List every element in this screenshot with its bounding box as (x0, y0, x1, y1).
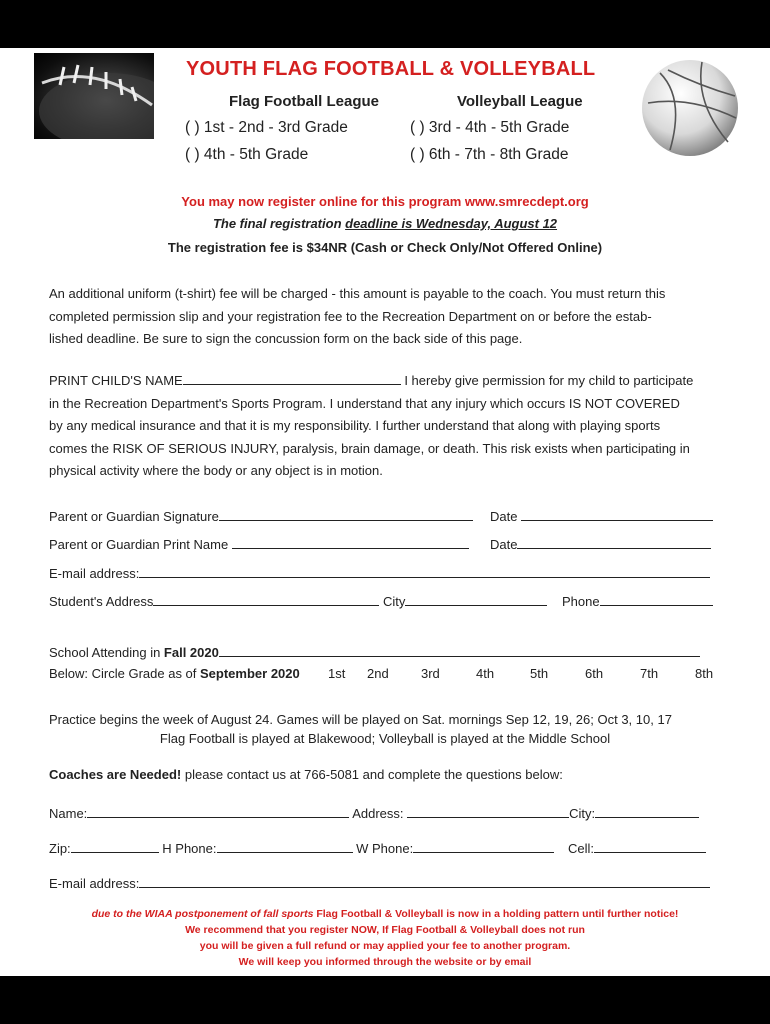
notice-line-2: We recommend that you register NOW, If Flag Football & Volleyball does not run (185, 924, 585, 936)
football-image (34, 53, 154, 139)
permission-paragraph (49, 370, 693, 483)
permission-line: by any medical insurance and that it is my responsibility. I further understand that along with playing sports (49, 418, 661, 433)
email-label: E-mail address: (49, 566, 140, 581)
parent-signature-row (49, 507, 473, 524)
deadline-notice (0, 216, 770, 231)
coach-address-label: Address: (349, 806, 408, 821)
student-address-label: Student's Address (49, 594, 154, 609)
coach-wphone-field[interactable] (413, 839, 554, 853)
top-black-bar (0, 0, 770, 48)
permission-line: comes the RISK OF SERIOUS INJURY, paralysis, brain damage, or death. This risk exists when participating in (49, 440, 690, 456)
parent-email-row (49, 564, 710, 581)
uniform-paragraph (49, 283, 665, 351)
uniform-line: lished deadline. Be sure to sign the concussion form on the back side of this page. (49, 331, 523, 346)
uniform-line: completed permission slip and your registration fee to the Recreation Department on or before the estab- (49, 308, 652, 324)
coach-wphone-label: W Phone: (352, 841, 414, 856)
child-name-field[interactable] (183, 371, 401, 385)
grade-2nd[interactable]: 2nd (367, 666, 389, 681)
practice-line-2: Flag Football is played at Blakewood; Volleyball is played at the Middle School (159, 731, 611, 746)
date-row-1 (490, 507, 713, 524)
coach-cell-row (568, 839, 706, 856)
student-address-field[interactable] (153, 592, 379, 606)
notice-rest: Flag Football & Volleyball is now in a holding pattern until further notice! (313, 908, 679, 920)
volleyball-league-heading: Volleyball League (457, 93, 583, 110)
page-title: YOUTH FLAG FOOTBALL & VOLLEYBALL (186, 58, 596, 80)
volleyball-option-1[interactable]: ( ) 3rd - 4th - 5th Grade (410, 119, 570, 136)
deadline-text: deadline is Wednesday, August 12 (345, 216, 558, 231)
volleyball-image (640, 58, 740, 158)
notice-line-1 (0, 908, 770, 920)
parent-signature-field[interactable] (219, 507, 473, 521)
parent-print-row (49, 535, 469, 552)
notice-italic: due to the WIAA postponement of fall sports (91, 908, 314, 920)
school-row (49, 643, 700, 660)
child-name-label: PRINT CHILD'S NAME (49, 373, 183, 388)
coach-hphone-label: H Phone: (158, 841, 217, 856)
coach-address-field[interactable] (407, 804, 569, 818)
school-year: Fall 2020 (163, 645, 219, 660)
email-field[interactable] (139, 564, 710, 578)
coach-name-label: Name: (49, 806, 88, 821)
coaches-row (49, 767, 563, 782)
coach-name-field[interactable] (87, 804, 349, 818)
deadline-prefix: The final registration (212, 216, 346, 231)
grade-row-label (49, 666, 300, 681)
uniform-line: An additional uniform (t-shirt) fee will be charged - this amount is payable to the coach. You must return this (49, 286, 666, 301)
football-option-2[interactable]: ( ) 4th - 5th Grade (185, 146, 309, 163)
permission-line: physical activity where the body or any object is in motion. (49, 463, 383, 478)
grade-6th[interactable]: 6th (585, 666, 604, 681)
coach-city-field[interactable] (595, 804, 699, 818)
coach-hphone-field[interactable] (217, 839, 353, 853)
grade-3rd[interactable]: 3rd (421, 666, 440, 681)
phone-label: Phone (562, 594, 600, 609)
city-field[interactable] (405, 592, 547, 606)
registration-fee: The registration fee is $34NR (Cash or Check Only/Not Offered Online) (167, 240, 603, 255)
notice-line-3: you will be given a full refund or may applied your fee to another program. (199, 940, 571, 952)
parent-signature-label: Parent or Guardian Signature (49, 509, 219, 524)
grade-7th[interactable]: 7th (640, 666, 659, 681)
coach-city-label: City: (569, 806, 596, 821)
permission-suffix: I hereby give permission for my child to participate (400, 373, 694, 388)
student-address-row (49, 592, 547, 609)
date-row-2 (490, 535, 711, 552)
football-option-1[interactable]: ( ) 1st - 2nd - 3rd Grade (185, 119, 348, 136)
notice-line-4: We will keep you informed through the website or by email (238, 956, 532, 968)
city-label: City (379, 594, 406, 609)
grade-date: September 2020 (200, 666, 300, 681)
grade-4th[interactable]: 4th (476, 666, 495, 681)
football-league-heading: Flag Football League (229, 93, 380, 110)
coach-email-label: E-mail address: (49, 876, 140, 891)
phone-field[interactable] (600, 592, 713, 606)
coach-name-row (49, 804, 699, 821)
coach-cell-field[interactable] (594, 839, 706, 853)
coach-zip-field[interactable] (71, 839, 159, 853)
practice-line-1: Practice begins the week of August 24. Games will be played on Sat. mornings Sep 12, 19, 26; Oct 3, 10, 17 (49, 712, 672, 727)
date-field[interactable] (521, 507, 713, 521)
date-label: Date (490, 537, 518, 552)
school-label: School Attending in (49, 645, 164, 660)
grade-8th[interactable]: 8th (695, 666, 714, 681)
coach-cell-label: Cell: (568, 841, 595, 856)
coach-email-field[interactable] (139, 874, 710, 888)
grade-5th[interactable]: 5th (530, 666, 549, 681)
online-registration-notice: You may now register online for this program www.smrecdept.org (181, 194, 589, 209)
child-name-row (49, 370, 693, 393)
parent-print-field[interactable] (232, 535, 469, 549)
coach-email-row (49, 874, 710, 891)
coaches-heading: Coaches are Needed! (49, 767, 182, 782)
grade-1st[interactable]: 1st (328, 666, 346, 681)
coaches-text: please contact us at 766-5081 and complete the questions below: (181, 767, 563, 782)
school-field[interactable] (219, 643, 700, 657)
grade-label: Below: Circle Grade as of (49, 666, 201, 681)
permission-line: in the Recreation Department's Sports Program. I understand that any injury which occurs IS NOT COVERED (49, 395, 680, 411)
date-label: Date (490, 509, 522, 524)
volleyball-option-2[interactable]: ( ) 6th - 7th - 8th Grade (410, 146, 569, 163)
coach-zip-label: Zip: (49, 841, 71, 856)
phone-row (562, 592, 713, 609)
coach-phone-row (49, 839, 554, 856)
bottom-black-bar (0, 976, 770, 1024)
date-field[interactable] (517, 535, 711, 549)
parent-print-label: Parent or Guardian Print Name (49, 537, 232, 552)
